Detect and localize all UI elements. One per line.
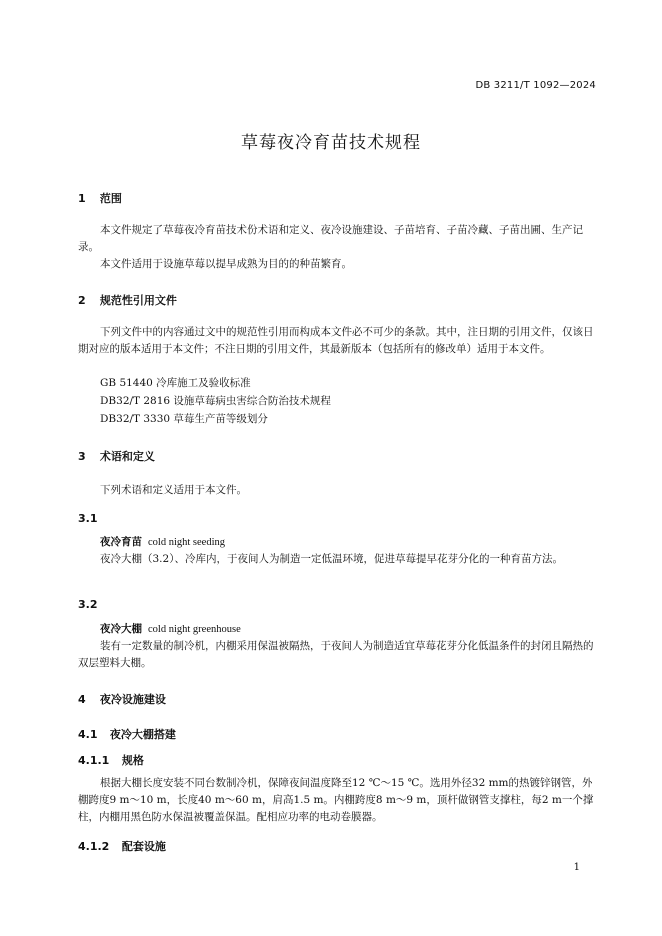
term-number: 3.1 <box>78 512 98 525</box>
section-number: 1 <box>78 192 86 205</box>
section-heading-3 <box>78 448 155 464</box>
subsection-heading-4-1-1 <box>78 752 144 768</box>
reference-item: GB 51440 冷库施工及验收标准 <box>100 377 251 389</box>
paragraph: 下列文件中的内容通过文中的规范性引用而构成本文件必不可少的条款。其中，注日期的引用文件，仅该日期对应的版本适用于本文件；不注日期的引用文件，其最新版本（包括所有的修改单）适用于本文件。 <box>78 326 594 355</box>
term-entry <box>100 621 241 636</box>
term-english: cold night seeding <box>148 537 225 548</box>
term-definition: 夜冷大棚（3.2）、冷库内，于夜间人为制造一定低温环境，促进草莓提早花芽分化的一种育苗方法。 <box>100 553 563 565</box>
paragraph: 本文件适用于设施草莓以提早成熟为目的的种苗繁育。 <box>100 258 352 270</box>
term-name: 夜冷育苗 <box>100 536 142 548</box>
subsection-number: 4.1.2 <box>78 840 110 853</box>
section-number: 3 <box>78 450 86 463</box>
subsection-heading-4-1 <box>78 726 176 742</box>
subsection-title: 规格 <box>121 754 144 767</box>
term-english: cold night greenhouse <box>148 624 241 635</box>
section-title: 术语和定义 <box>99 450 155 463</box>
page-number: 1 <box>573 862 580 873</box>
section-number: 4 <box>78 693 86 706</box>
paragraph: 本文件规定了草莓夜冷育苗技术份术语和定义、夜冷设施建设、子苗培育、子苗冷藏、子苗出圃、生产记录。 <box>78 224 583 253</box>
term-name: 夜冷大棚 <box>100 623 142 635</box>
subsection-number: 4.1.1 <box>78 754 110 767</box>
reference-item: DB32/T 3330 草莓生产苗等级划分 <box>100 413 268 425</box>
subsection-title: 夜冷大棚搭建 <box>109 728 176 741</box>
term-entry <box>100 534 225 549</box>
section-title: 夜冷设施建设 <box>99 693 166 706</box>
term-definition: 装有一定数量的制冷机，内棚采用保温被隔热，于夜间人为制造适宜草莓花芽分化低温条件的封闭且隔热的双层塑料大棚。 <box>78 640 594 669</box>
section-heading-2 <box>78 292 177 308</box>
section-title: 规范性引用文件 <box>99 294 177 307</box>
standard-code: DB 3211/T 1092—2024 <box>475 80 596 91</box>
subsection-title: 配套设施 <box>121 840 166 853</box>
section-title: 范围 <box>99 192 122 205</box>
term-number: 3.2 <box>78 598 98 611</box>
subsection-heading-4-1-2 <box>78 838 166 854</box>
subsection-number: 4.1 <box>78 728 98 741</box>
section-number: 2 <box>78 294 86 307</box>
paragraph: 根据大棚长度安装不同台数制冷机，保障夜间温度降至12 ℃～15 ℃。选用外径32 mm的热镀锌钢管，外棚跨度9 m～10 m，长度40 m～60 m，肩高1.5 m。内棚跨度8 m～9 m，顶杆做钢管支撑柱，每2 m一个撑柱，内棚用黑色防水保温被覆盖保温。配相应功率的电动卷膜器。 <box>78 777 594 823</box>
section-heading-4 <box>78 691 166 707</box>
section-heading-1 <box>78 190 122 206</box>
document-title: 草莓夜冷育苗技术规程 <box>241 133 421 153</box>
reference-item: DB32/T 2816 设施草莓病虫害综合防治技术规程 <box>100 395 331 407</box>
paragraph: 下列术语和定义适用于本文件。 <box>100 484 247 496</box>
